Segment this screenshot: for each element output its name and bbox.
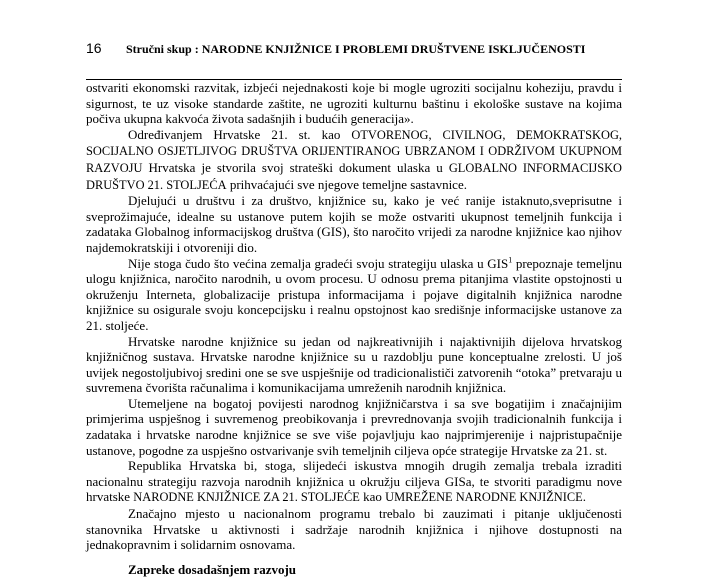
paragraph-text: ostvariti ekonomski razvitak, izbjeći nejednakosti koje bi mogle ugroziti socijalnu koheziju, pravdu i sigurnost, te uz visoke standarde zaštite, ne ugroziti kulturnu baštinu i ekološke sustave na kojima počiva ukupna kakvoća života sadašnjih i budućih generacija». [86, 80, 622, 127]
body-text [86, 80, 622, 553]
footnote-marker: 1 [508, 255, 513, 265]
emphasis-caps: UMREŽENE NARODNE KNJIŽNICE [385, 490, 583, 505]
paragraph-text: . [582, 489, 586, 505]
section-subheading: Zapreke dosadašnjem razvoju [128, 562, 297, 577]
paragraph-text: Utemeljene na bogatoj povijesti narodnog knjižničarstva i sa sve bogatijim i značajnijim primjerima uspješnog i suvremenog preobikovanja i prevrednovanja svojih tradicionalnih funkcija i zadataka i hrvatske narodne knjižnice se sve više pojavljuju kao najprimjerenije i najpristupačnije ustanove, pogodne za uspješno ostvarivanje svih temeljnih ciljeva opće strategije Hrvatske za 21. st. [86, 395, 622, 458]
paragraph-republic [86, 458, 622, 506]
paragraph-text: Republika Hrvatska bi, stoga, slijedeći iskustva mnogih drugih zemalja trebala izraditi nacionalnu strategiju razvoja narodnih knjižnica u okružju ciljeva GISa, te stvoriti paradigmu nove hrvatske [86, 458, 622, 505]
paragraph-text: prepoznaje temeljnu ulogu knjižnica, naročito narodnih, u ovom procesu. U odnosu prema pitanjima vlastite opstojnosti u okruženju Interneta, globalizacije pristupa informacijama i pojave digitalnih knjižnica narodne knjižnice su osigurale svoju koncepcijsku i realnu opstojnost kao središnje informacijske ustanove za 21. stoljeće. [86, 255, 622, 333]
paragraph-text: Značajno mjesto u nacionalnom programu trebalo bi zauzimati i pitanje uključenosti stanovnika Hrvatske u aktivnosti i sadržaje narodnih knjižnica i njihove dostupnosti na jednakopravnim i solidarnim osnovama. [86, 506, 622, 553]
paragraph-text: kao [359, 489, 386, 505]
paragraph-croatian-libraries [86, 334, 622, 396]
page-number: 16 [86, 40, 102, 56]
paragraph-libraries [86, 193, 622, 255]
page-header [86, 40, 622, 62]
paragraph-history [86, 396, 622, 458]
paragraph-strategy [86, 127, 622, 193]
paragraph-text: prihvaćajući sve njegove temeljne sastavnice. [226, 176, 467, 192]
paragraph-text: Određivanjem Hrvatske 21. st. kao [128, 126, 352, 142]
paragraph-continuation [86, 80, 622, 127]
paragraph-text: Nije stoga čudo što većina zemalja gradeći svoju strategiju ulaska u GIS [128, 255, 509, 271]
paragraph-text: Hrvatska je stvorila svoj strateški dokument ulaska u [142, 159, 449, 175]
paragraph-text: Djelujući u društvu i za društvo, knjižnice su, kako je već ranije istaknuto,sveprisutne i sveprožimajuće, idealne su ustanove putem kojih se može ostvariti ukupnost temeljnih funkcija i zadataka Globalnog informacijskog društva (GIS), što naročito vrijedi za narodne knjižnice kao njihov najdemokratskiji i otvoreniji dio. [86, 193, 622, 255]
paragraph-inclusion [86, 506, 622, 553]
running-head: Stručni skup : NARODNE KNJIŽNICE I PROBLEMI DRUŠTVENE ISKLJUČENOSTI [126, 42, 586, 56]
emphasis-caps: GLOBALNO INFORMACIJSKO DRUŠTVO 21. STOLJEĆA [86, 160, 622, 192]
emphasis-caps: NARODNE KNJIŽNICE ZA 21. STOLJEĆE [133, 490, 360, 505]
emphasis-caps: OTVORENOG, CIVILNOG, DEMOKRATSKOG, SOCIJALNO OSJETLJIVOG DRUŠTVA ORIJENTIRANOG UBRZANOM I ODRŽIVOM UKUPNOM RAZVOJU [86, 127, 623, 175]
paragraph-gis [86, 256, 622, 334]
paragraph-text: Hrvatske narodne knjižnice su jedan od najkreativnijih i najaktivnijih dijelova hrvatskog knjižničnog sustava. Hrvatske narodne knjižnice su u razdoblju pune konceptualne zrelosti. U još uvijek negostoljubivoj sredini one se sve uspješnije od tradicionalističi zatvorenih “otoka” pretvaraju u suvremena čvorišta računalima i komunikacijama umreženih narodnih knjižnica. [86, 333, 622, 396]
